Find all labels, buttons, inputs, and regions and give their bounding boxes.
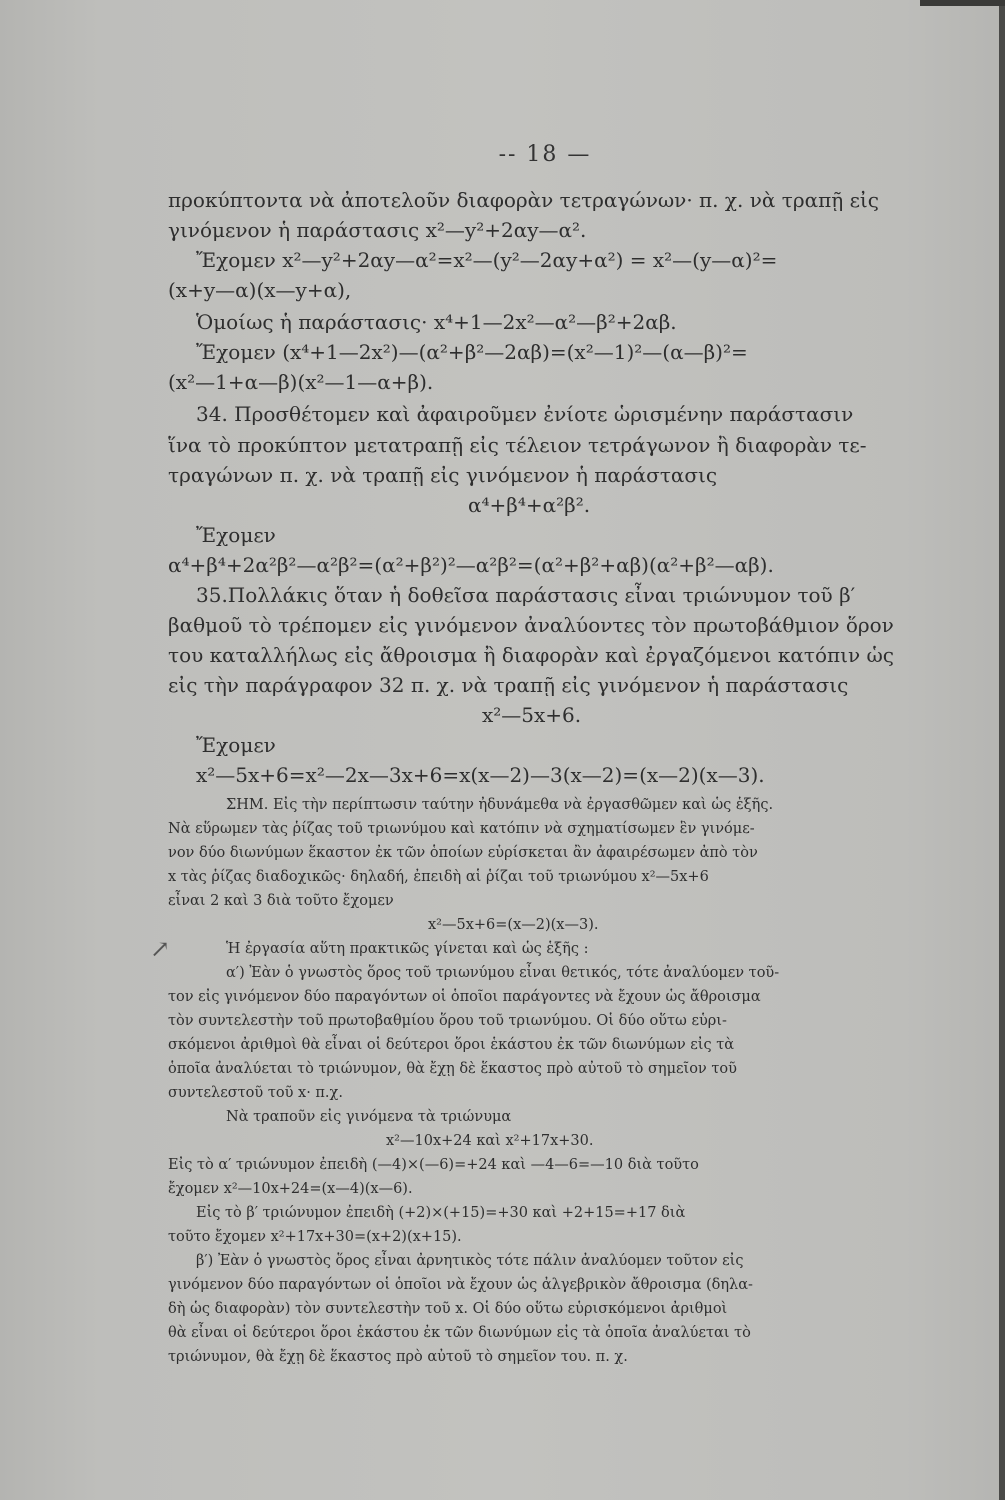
text-line: (x+y—α)(x—y+α),: [168, 278, 352, 302]
note-line: ὁποῖα ἀναλύεται τὸ τριώνυμον, θὰ ἔχῃ δὲ ἕκαστος πρὸ αὐτοῦ τὸ σημεῖον τοῦ: [168, 1061, 737, 1077]
note-line: Νὰ τραποῦν εἰς γινόμενα τὰ τριώνυμα: [226, 1109, 512, 1125]
note-line: Εἰς τὸ β′ τριώνυμον ἐπειδὴ (+2)×(+15)=+30 καὶ +2+15=+17 διὰ: [196, 1205, 686, 1221]
equation: α⁴+β⁴+α²β².: [468, 493, 591, 517]
paragraph-35-start: 35.Πολλάκις ὅταν ἡ δοθεῖσα παράστασις εἶναι τριώνυμον τοῦ β′: [196, 583, 856, 607]
note-line: τὸν συντελεστὴν τοῦ πρωτοβαθμίου ὅρου τοῦ τριωνύμου. Οἱ δύο οὕτω εὑρι-: [168, 1013, 727, 1029]
note-equation: x²—5x+6=(x—2)(x—3).: [428, 917, 599, 933]
note-line: ΣΗΜ. Εἰς τὴν περίπτωσιν ταύτην ἠδυνάμεθα νὰ ἐργασθῶμεν καὶ ὡς ἑξῆς.: [226, 797, 774, 813]
text-line: γινόμενον ἡ παράστασις x²—y²+2αy—α².: [168, 218, 587, 242]
text-line: εἰς τὴν παράγραφον 32 π. χ. νὰ τραπῇ εἰς γινόμενον ἡ παράστασις: [168, 673, 849, 697]
note-line: συντελεστοῦ τοῦ x· π.χ.: [168, 1085, 343, 1101]
text-line: βαθμοῦ τὸ τρέπομεν εἰς γινόμενον ἀναλύοντες τὸν πρωτοβάθμιον ὅρον: [168, 613, 894, 637]
note-equation: x²—10x+24 καὶ x²+17x+30.: [386, 1133, 594, 1149]
text-line: τραγώνων π. χ. νὰ τραπῇ εἰς γινόμενον ἡ παράστασις: [168, 463, 718, 487]
text-line: (x²—1+α—β)(x²—1—α+β).: [168, 370, 434, 394]
note-line: νον δύο διωνύμων ἕκαστον ἐκ τῶν ὁποίων εὑρίσκεται ἂν ἀφαιρέσωμεν ἀπὸ τὸν: [168, 845, 758, 861]
page-edge-shadow: [999, 0, 1005, 1500]
note-line: ἔχομεν x²—10x+24=(x—4)(x—6).: [168, 1181, 413, 1197]
top-edge-mark: [920, 0, 1005, 6]
paragraph-34-start: 34. Προσθέτομεν καὶ ἀφαιροῦμεν ἐνίοτε ὡρισμένην παράστασιν: [196, 402, 854, 426]
pencil-mark: ↗: [150, 935, 171, 963]
note-line: εἶναι 2 καὶ 3 διὰ τοῦτο ἔχομεν: [168, 893, 394, 909]
note-line: δὴ ὡς διαφορὰν) τὸν συντελεστὴν τοῦ x. Οἱ δύο οὕτω εὑρισκόμενοι ἀριθμοὶ: [168, 1301, 728, 1317]
note-line: τον εἰς γινόμενον δύο παραγόντων οἱ ὁποῖοι παράγοντες νὰ ἔχουν ὡς ἄθροισμα: [168, 989, 761, 1005]
note-line: x τὰς ῥίζας διαδοχικῶς· δηλαδή, ἐπειδὴ αἱ ῥίζαι τοῦ τριωνύμου x²—5x+6: [168, 869, 709, 885]
note-line: Νὰ εὕρωμεν τὰς ῥίζας τοῦ τριωνύμου καὶ κατόπιν νὰ σχηματίσωμεν ἓν γινόμε-: [168, 821, 755, 837]
text-line: Ἔχομεν: [196, 523, 276, 547]
text-line: Ἔχομεν: [196, 733, 276, 757]
note-line: τοῦτο ἔχομεν x²+17x+30=(x+2)(x+15).: [168, 1229, 462, 1245]
text-line: Ἔχομεν x²—y²+2αy—α²=x²—(y²—2αy+α²) = x²—(y—α)²=: [196, 248, 778, 272]
note-line: β′) Ἐὰν ὁ γνωστὸς ὅρος εἶναι ἀρνητικὸς τότε πάλιν ἀναλύομεν τοῦτον εἰς: [196, 1253, 744, 1269]
text-line: προκύπτοντα νὰ ἀποτελοῦν διαφορὰν τετραγώνων· π. χ. νὰ τραπῇ εἰς: [168, 188, 879, 212]
equation: x²—5x+6=x²—2x—3x+6=x(x—2)—3(x—2)=(x—2)(x—3).: [196, 763, 765, 787]
text-line: Ὁμοίως ἡ παράστασις· x⁴+1—2x²—α²—β²+2αβ.: [196, 310, 677, 334]
equation: x²—5x+6.: [482, 703, 582, 727]
note-line: Ἡ ἐργασία αὕτη πρακτικῶς γίνεται καὶ ὡς ἑξῆς :: [226, 941, 589, 957]
equation: α⁴+β⁴+2α²β²—α²β²=(α²+β²)²—α²β²=(α²+β²+αβ)(α²+β²—αβ).: [168, 553, 774, 577]
note-line: γινόμενον δύο παραγόντων οἱ ὁποῖοι νὰ ἔχουν ὡς ἀλγεβρικὸν ἄθροισμα (δηλα-: [168, 1277, 753, 1293]
text-line: ἵνα τὸ προκύπτον μετατραπῇ εἰς τέλειον τετράγωνον ἢ διαφορὰν τε-: [168, 433, 867, 457]
page-number: -- 18 —: [498, 142, 592, 167]
text-line: του καταλλήλως εἰς ἄθροισμα ἢ διαφορὰν καὶ ἐργαζόμενοι κατόπιν ὡς: [168, 643, 895, 667]
note-line: σκόμενοι ἀριθμοὶ θὰ εἶναι οἱ δεύτεροι ὅροι ἑκάστου ἐκ τῶν διωνύμων εἰς τὰ: [168, 1037, 735, 1053]
note-line: θὰ εἶναι οἱ δεύτεροι ὅροι ἑκάστου ἐκ τῶν διωνύμων εἰς τὰ ὁποῖα ἀναλύεται τὸ: [168, 1325, 751, 1341]
note-line: Εἰς τὸ α′ τριώνυμον ἐπειδὴ (—4)×(—6)=+24 καὶ —4—6=—10 διὰ τοῦτο: [168, 1157, 699, 1173]
note-line: τριώνυμον, θὰ ἔχῃ δὲ ἕκαστος πρὸ αὐτοῦ τὸ σημεῖον του. π. χ.: [168, 1349, 628, 1365]
note-line: α′) Ἐὰν ὁ γνωστὸς ὅρος τοῦ τριωνύμου εἶναι θετικός, τότε ἀναλύομεν τοῦ-: [226, 965, 780, 981]
text-line: Ἔχομεν (x⁴+1—2x²)—(α²+β²—2αβ)=(x²—1)²—(α—β)²=: [196, 340, 748, 364]
